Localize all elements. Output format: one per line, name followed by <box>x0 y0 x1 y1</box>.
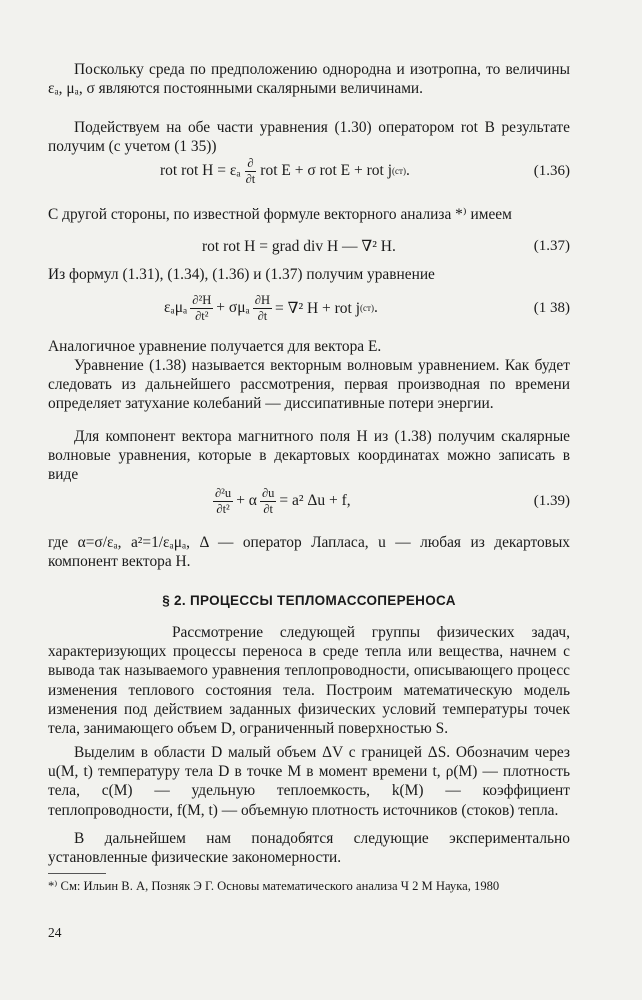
eq139-fraction-1: $\frac{\text{∂²u}}{\text{∂t²}}$ <box>215 485 232 516</box>
paragraph-8: где α=σ/εₐ, a²=1/εₐμₐ, Δ — оператор Лапласа, u — любая из декартовых компонент вектора H. <box>48 534 570 571</box>
eq139-mid: + α <box>236 492 257 509</box>
equation-1-36: rot rot H = εₐ $\frac{\partial}{\partial t}$ rot E + σ rot E + rot j (ст) . (1.36) <box>48 154 570 188</box>
section-heading: § 2. ПРОЦЕССЫ ТЕПЛОМАССОПЕРЕНОСА <box>162 593 456 608</box>
equation-1-38: εₐμₐ $\frac{\text{∂²H}}{\text{∂t²}}$ + σμₐ $\frac{\partial H}{\partial t}$ = ∇² H + rot j (ст) . (1 38) <box>48 291 570 325</box>
paragraph-3: С другой стороны, по известной формуле векторного анализа *⁾ имеем <box>48 206 512 223</box>
eq138-lhs: εₐμₐ <box>164 299 188 316</box>
eq138-fraction-1: $\frac{\text{∂²H}}{\text{∂t²}}$ <box>192 292 212 323</box>
eq136-fraction: $\frac{\partial}{\partial t}$ <box>245 155 256 186</box>
equation-1-39 <box>48 484 570 518</box>
eq138-fraction-2: $\frac{\partial H}{\partial t}$ <box>254 292 270 323</box>
footnote: *⁾ См: Ильин В. А, Позняк Э Г. Основы математического анализа Ч 2 М Наука, 1980 <box>48 879 500 893</box>
eq139-rhs: = a² Δu + f, <box>279 492 351 509</box>
eq137-number: (1.37) <box>533 237 570 254</box>
paragraph-11: В дальнейшем нам понадобятся следующие экспериментально установленные физические закономерности. <box>48 830 570 867</box>
paragraph-4: Из формул (1.31), (1.34), (1.36) и (1.37) получим уравнение <box>48 266 435 283</box>
eq136-number: (1.36) <box>533 162 570 179</box>
eq136-lhs: rot rot H = εₐ <box>160 162 241 179</box>
page-number: 24 <box>48 925 62 940</box>
paragraph-1: Поскольку среда по предположению однородна и изотропна, то величины εₐ, μₐ, σ являются постоянными скалярными величинами. <box>48 61 570 98</box>
paragraph-5: Аналогичное уравнение получается для вектора E. <box>48 338 382 355</box>
eq138-mid: + σμₐ <box>216 299 250 316</box>
eq136-rhs: rot E + σ rot E + rot j <box>260 162 393 179</box>
paragraph-2: Подействуем на обе части уравнения (1.30) оператором rot В результате получим (с учетом (1 35)) <box>48 119 570 156</box>
eq139-number: (1.39) <box>533 492 570 509</box>
paragraph-9: Рассмотрение следующей группы физических задач, характеризующих процессы переноса в среде тепла или вещества, начнем с вывода так называемого уравнения теплопроводности, описывающего процесс изменения теплового состояния тела. Построим математическую модель изменения под действием заданных физических условий температуры точек тела, занимающего объем D, ограниченный поверхностью S. <box>48 624 570 738</box>
eq138-number: (1 38) <box>533 299 570 316</box>
footnote-divider <box>48 873 106 874</box>
eq139-fraction-2: $\frac{\partial u}{\partial t}$ <box>261 485 275 516</box>
equation-1-37 <box>48 229 570 263</box>
paragraph-10: Выделим в области D малый объем ΔV с границей ΔS. Обозначим через u(M, t) температуру тела D в точке M в момент времени t, ρ(M) — плотность тела, c(M) — удельную теплоемкость, k(M) — коэффициент теплопроводности, f(M, t) — объемную плотность источников (стоков) тепла. <box>48 744 570 819</box>
eq137-formula: rot rot H = grad div H — ∇² H. <box>202 237 396 255</box>
paragraph-7: Для компонент вектора магнитного поля H из (1.38) получим скалярные волновые уравнения, которые в декартовых координатах можно записать в виде <box>48 428 570 484</box>
eq138-rhs: = ∇² H + rot j <box>275 299 361 317</box>
paragraph-6: Уравнение (1.38) называется векторным волновым уравнением. Как будет следовать из дальнейшего рассмотрения, первая производная по времени определяет затухание колебаний — диссипативные потери энергии. <box>48 357 570 413</box>
